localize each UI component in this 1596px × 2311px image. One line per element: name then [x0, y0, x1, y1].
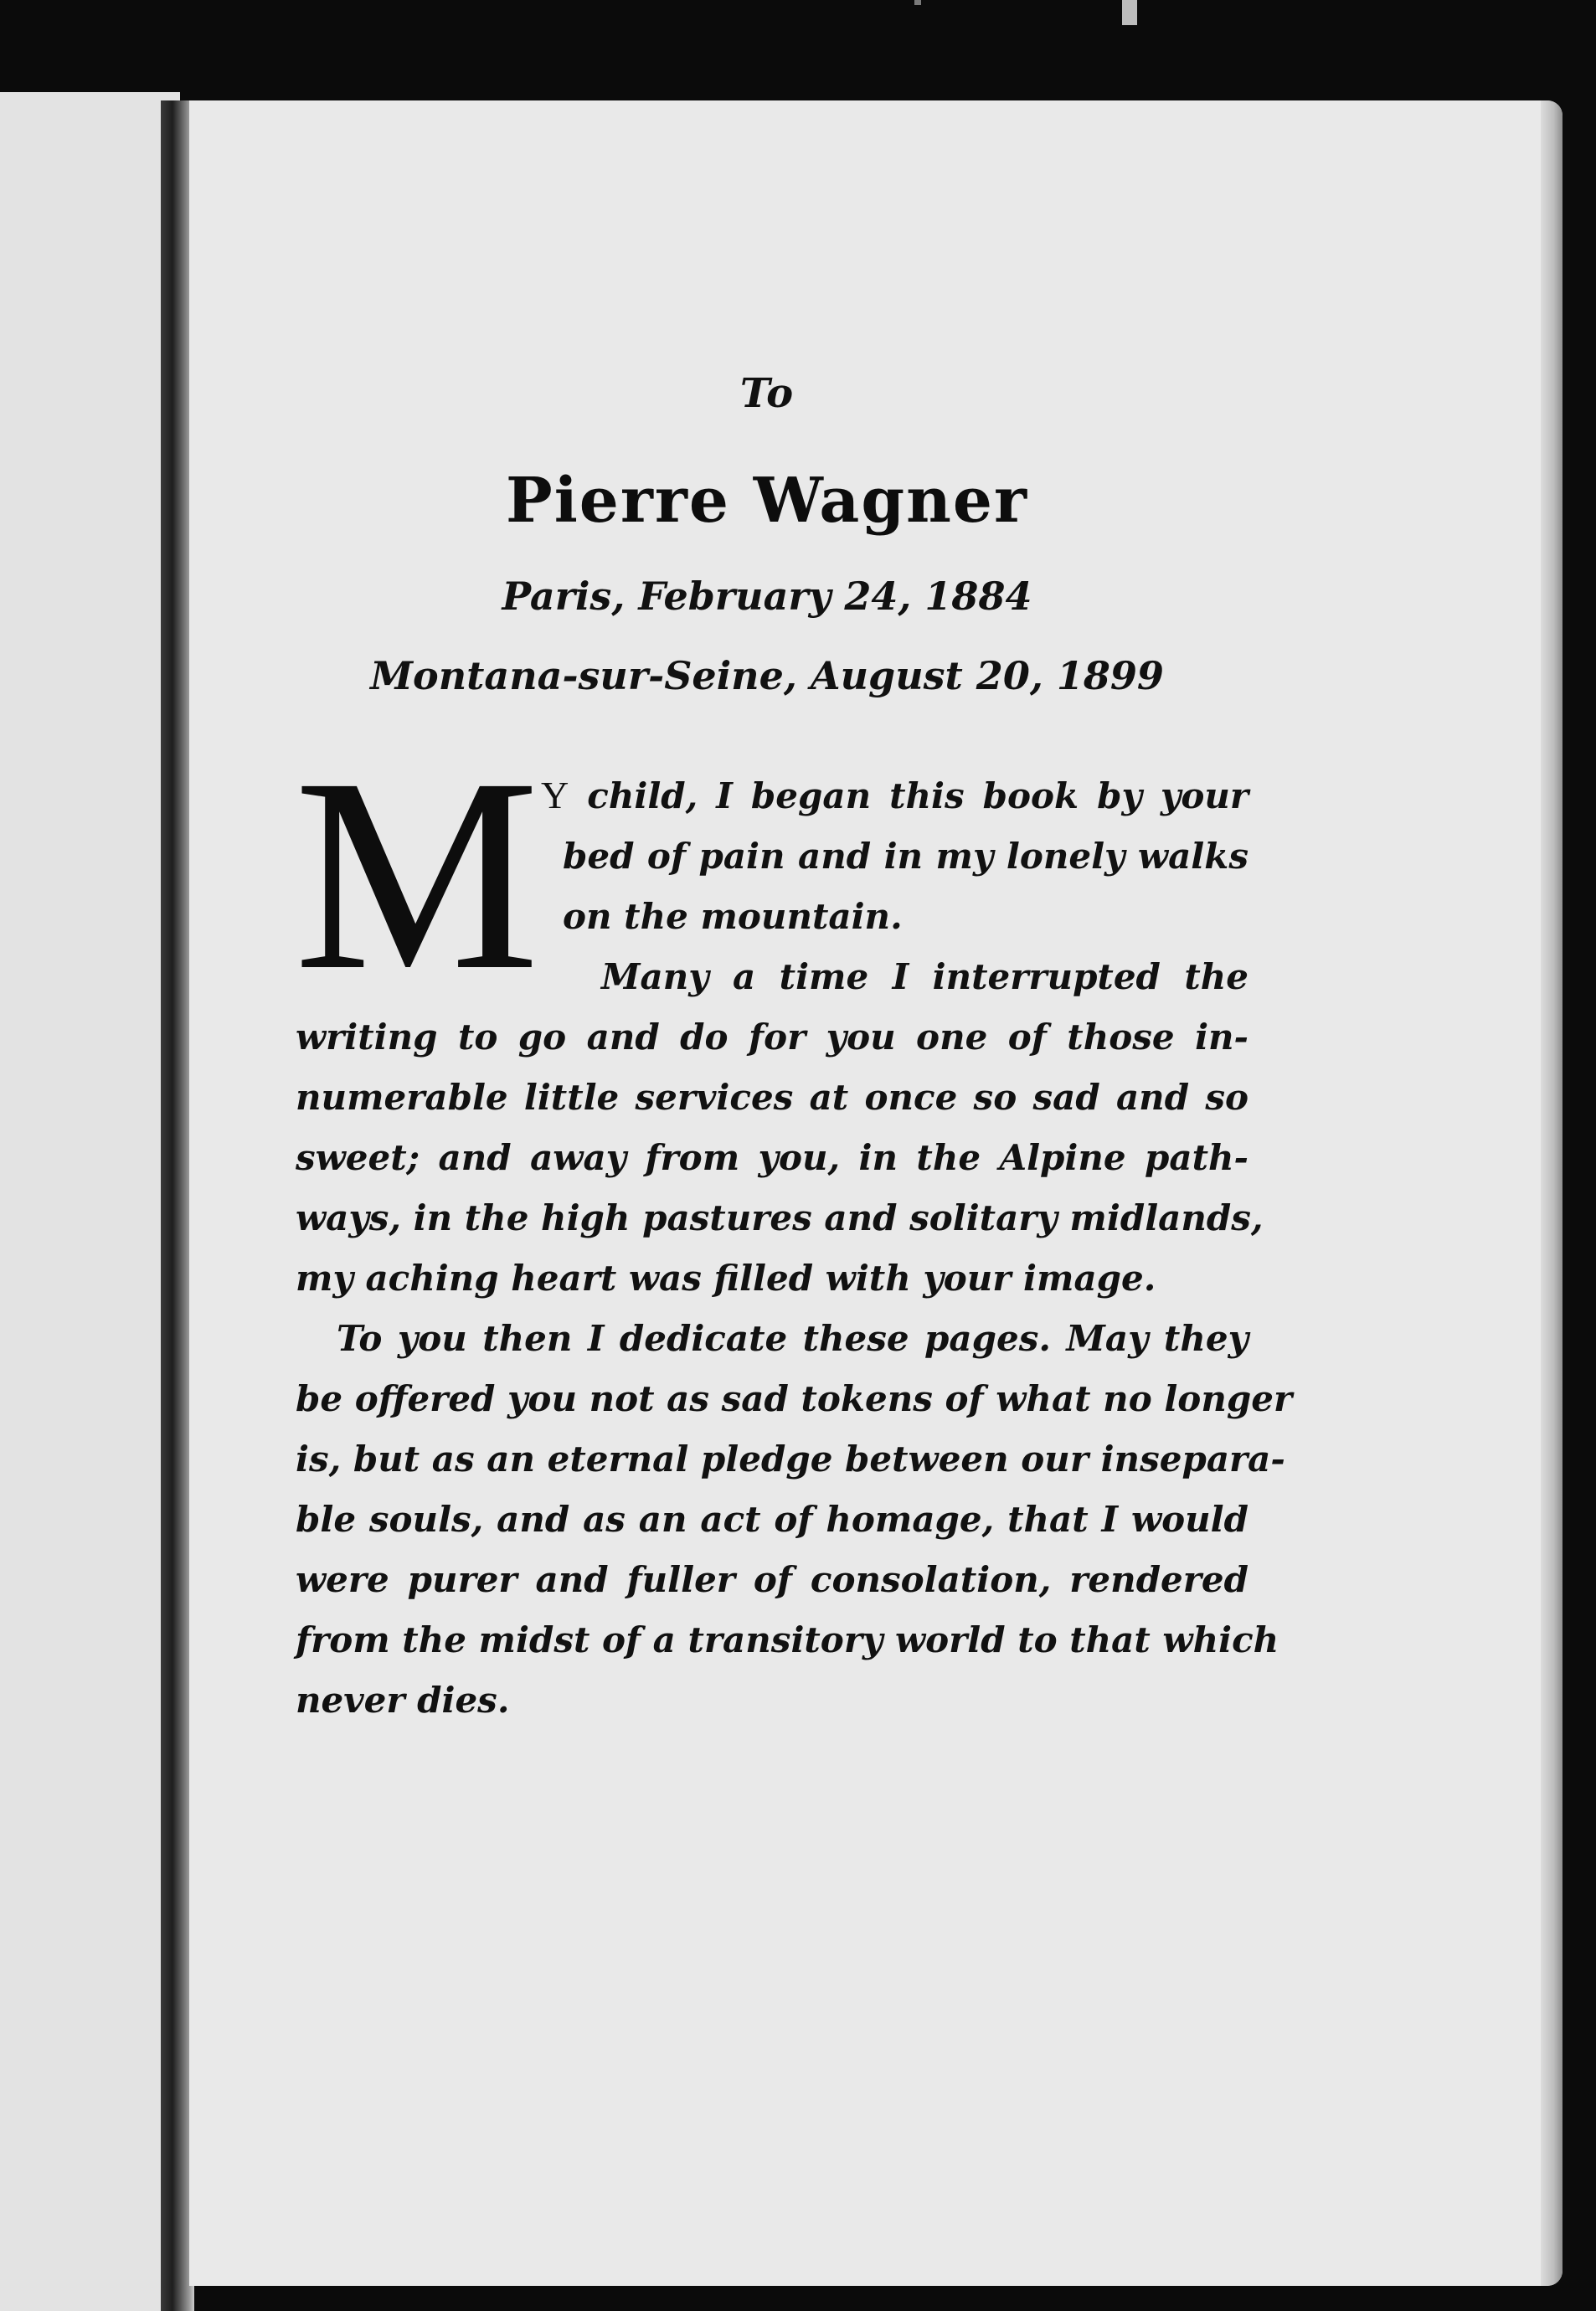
- text-line-13: ble souls, and as an act of homage, that I would: [296, 1499, 1248, 1540]
- text-line-7: sweet; and away from you, in the Alpine path-: [296, 1137, 1248, 1178]
- text-line-1-rest: child, I began this book by your: [587, 775, 1249, 816]
- text-line-9: my aching heart was filled with your image.: [296, 1258, 1156, 1299]
- page-edge: [1541, 100, 1563, 2286]
- scan-artifact: [1122, 0, 1137, 25]
- text-line-3: on the mountain.: [563, 896, 903, 937]
- text-line-11: be offered you not as sad tokens of what no longer: [296, 1378, 1293, 1419]
- text-line-8: ways, in the high pastures and solitary midlands,: [296, 1197, 1264, 1238]
- dedicatee-name: Pierre Wagner: [506, 465, 1028, 537]
- first-letter: Y: [541, 774, 569, 816]
- previous-page: [0, 92, 180, 2311]
- dedication-page: [189, 100, 1563, 2286]
- death-date-line: Montana-sur-Seine, August 20, 1899: [370, 653, 1164, 698]
- text-line-16: never dies.: [296, 1680, 510, 1721]
- dedication-to: To: [739, 370, 795, 417]
- text-line-4: Many a time I interrupted the: [601, 956, 1248, 997]
- text-line-1: [541, 772, 1248, 819]
- text-line-5: writing to go and do for you one of those in-: [296, 1017, 1248, 1058]
- text-line-12: is, but as an eternal pledge between our insepara-: [296, 1439, 1285, 1480]
- scan-artifact: [914, 0, 921, 5]
- text-line-6: numerable little services at once so sad and so: [296, 1077, 1248, 1118]
- drop-cap: M: [294, 722, 540, 1027]
- text-line-10: To you then I dedicate these pages. May they: [337, 1318, 1248, 1359]
- text-line-14: were purer and fuller of consolation, rendered: [296, 1559, 1248, 1600]
- birth-date-line: Paris, February 24, 1884: [502, 574, 1032, 619]
- text-line-15: from the midst of a transitory world to that which: [296, 1619, 1279, 1660]
- text-line-2: bed of pain and in my lonely walks: [563, 836, 1248, 877]
